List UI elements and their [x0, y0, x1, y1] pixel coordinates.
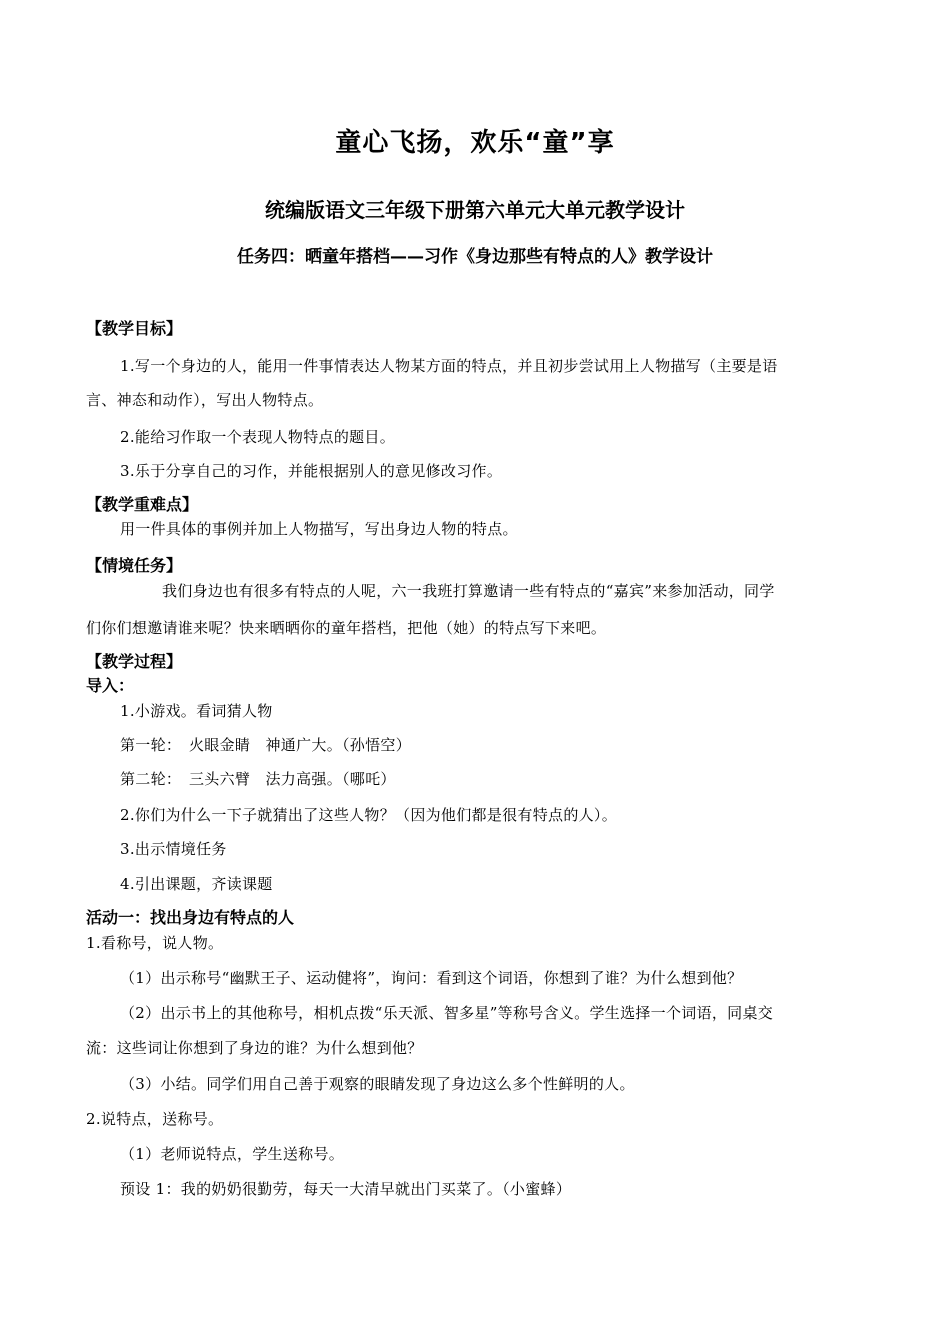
activity-1-step-1: 1.看称号，说人物。: [86, 934, 224, 952]
goal-item-3: 3.乐于分享自己的习作，并能根据别人的意见修改习作。: [120, 462, 503, 480]
goal-item-2: 2.能给习作取一个表现人物特点的题目。: [120, 428, 396, 446]
intro-item-3: 3.出示情境任务: [120, 840, 227, 858]
intro-item-4: 4.引出课题，齐读课题: [120, 875, 273, 893]
process-heading: 【教学过程】: [86, 652, 183, 671]
document-subtitle: 统编版语文三年级下册第六单元大单元教学设计: [265, 198, 685, 222]
document-title: 童心飞扬，欢乐“童”享: [335, 128, 615, 158]
intro-item-2: 2.你们为什么一下子就猜出了这些人物？（因为他们都是很有特点的人）。: [120, 806, 618, 824]
key-points-heading: 【教学重难点】: [86, 495, 199, 514]
situation-heading: 【情境任务】: [86, 556, 183, 575]
situation-line-2: 们你们想邀请谁来呢？快来晒晒你的童年搭档，把他（她）的特点写下来吧。: [86, 619, 607, 637]
activity-1-step-2-a: （1）老师说特点，学生送称号。: [120, 1145, 345, 1163]
goals-heading: 【教学目标】: [86, 319, 183, 338]
intro-item-1: 1.小游戏。看词猜人物: [120, 702, 273, 720]
intro-round-2: 第二轮： 三头六臂 法力高强。（哪吒）: [120, 770, 396, 788]
goal-item-1-line-1: 1.写一个身边的人，能用一件事情表达人物某方面的特点，并且初步尝试用上人物描写（主要是语: [120, 357, 778, 375]
activity-1-step-1-a: （1）出示称号“幽默王子、运动健将”，询问：看到这个词语，你想到了谁？为什么想到他？: [120, 969, 743, 987]
goal-item-1-line-2: 言、神态和动作），写出人物特点。: [86, 391, 324, 409]
activity-1-step-1-c: （3）小结。同学们用自己善于观察的眼睛发现了身边这么多个性鲜明的人。: [120, 1075, 635, 1093]
activity-1-heading: 活动一：找出身边有特点的人: [86, 908, 295, 927]
intro-round-1: 第一轮： 火眼金睛 神通广大。（孙悟空）: [120, 736, 412, 754]
intro-heading: 导入：: [86, 676, 135, 695]
situation-line-1: 我们身边也有很多有特点的人呢，六一我班打算邀请一些有特点的“嘉宾”来参加活动，同学: [162, 582, 775, 600]
activity-1-step-2: 2.说特点，送称号。: [86, 1110, 224, 1128]
activity-1-step-1-b-line-1: （2）出示书上的其他称号，相机点拨“乐天派、智多星”等称号含义。学生选择一个词语，同桌交: [120, 1004, 774, 1022]
task-title: 任务四：晒童年搭档——习作《身边那些有特点的人》教学设计: [237, 247, 713, 267]
activity-1-preset-1: 预设 1：我的奶奶很勤劳，每天一大清早就出门买菜了。（小蜜蜂）: [120, 1180, 572, 1198]
activity-1-step-1-b-line-2: 流：这些词让你想到了身边的谁？为什么想到他？: [86, 1039, 423, 1057]
key-points-text: 用一件具体的事例并加上人物描写，写出身边人物的特点。: [120, 520, 518, 538]
